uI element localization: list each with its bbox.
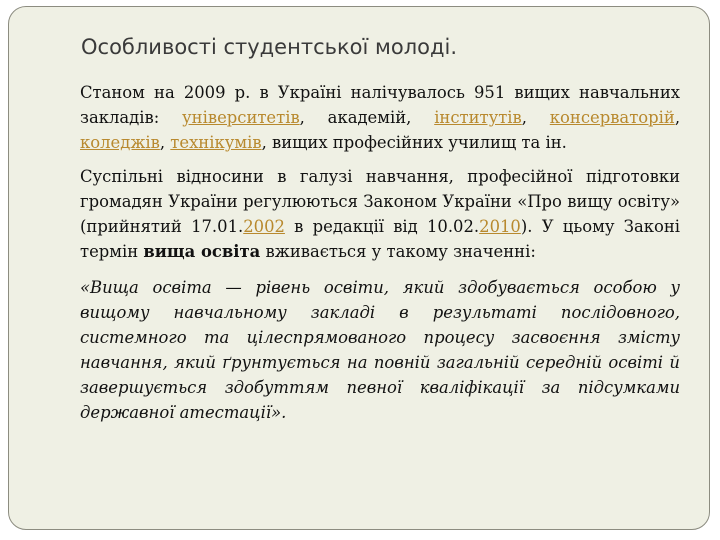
link-institutes[interactable]: інститутів [434,108,522,127]
text-span: в редакції від 10.02. [284,217,480,236]
link-year-2002[interactable]: 2002 [243,217,285,236]
text-span: вживається у такому значенні: [260,242,536,261]
slide-content [80,80,680,425]
slide [8,6,710,530]
link-conservatories[interactable]: консерваторій [549,108,675,127]
link-year-2010[interactable]: 2010 [479,217,521,236]
text-span: , [674,108,681,127]
paragraph-law [80,164,680,264]
text-span: , академій, [299,108,435,127]
link-colleges[interactable]: коледжів [80,133,160,152]
text-span: Станом на 2009 р. в Україні налічувалось 951 вищих навчальних закладів: [80,83,680,127]
definition-quote: «Вища освіта — рівень освіти, який здобувається особою у вищому навчальному закладі в результаті послідовного, системного та цілеспрямованого процесу засвоєння змісту навчання, який ґрунтується на повній загальній середній освіті й завершується здобуттям певної кваліфікації за підсумками державної атестації». [80,278,680,422]
text-span: , [521,108,550,127]
text-span: ). У цьому Законі термін [80,217,681,261]
paragraph-institutions [80,80,680,155]
text-span: , вищих професійних училищ та ін. [261,133,567,152]
text-span: Суспільні відносини в галузі навчання, професійної підготовки громадян України регулюються Законом України «Про вищу освіту» (прийнятий 17.01. [80,167,680,236]
link-technical-schools[interactable]: технікумів [170,133,262,152]
text-span: , [159,133,171,152]
term-higher-education: вища освіта [143,242,261,261]
slide-title: Особливості студентської молоді. [81,35,458,59]
link-universities[interactable]: університетів [182,108,300,127]
